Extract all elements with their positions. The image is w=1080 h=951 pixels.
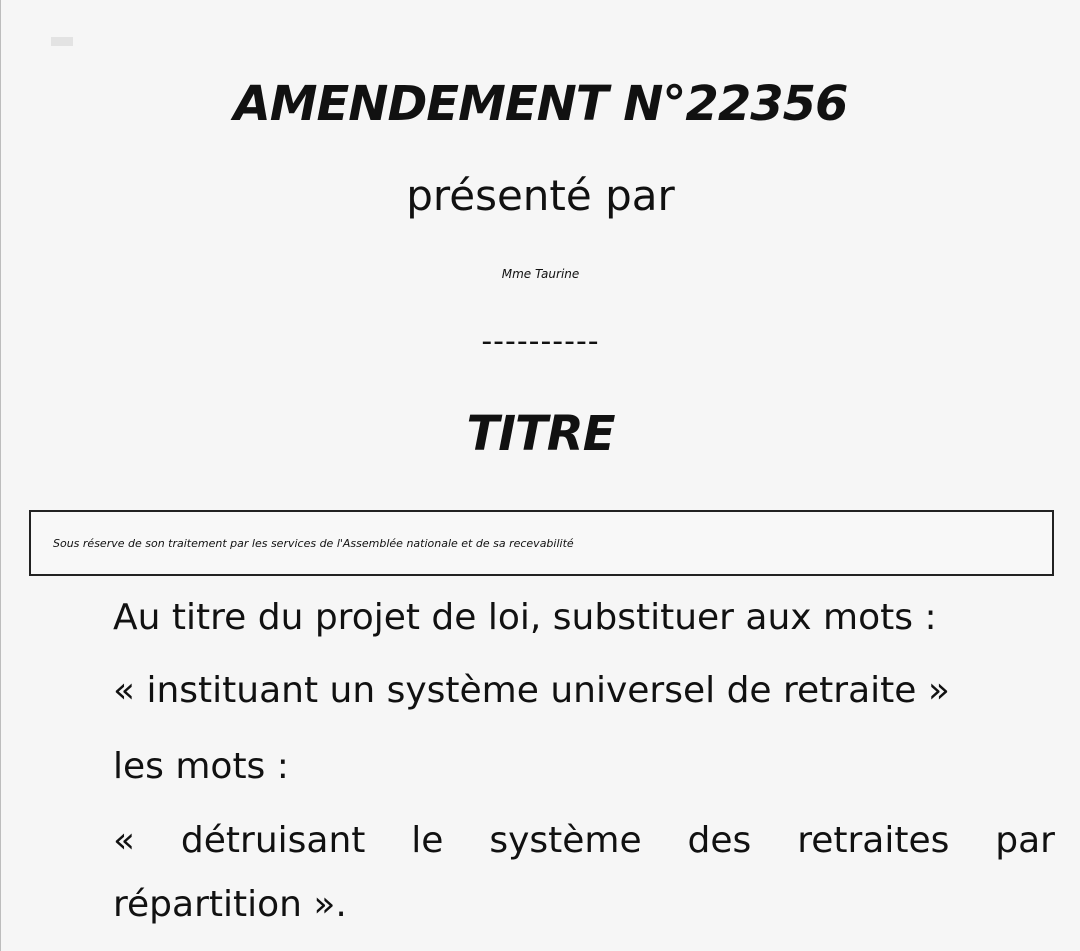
- body-word: détruisant: [180, 820, 366, 861]
- corner-mark: [51, 37, 73, 46]
- body-word: système: [489, 820, 642, 861]
- body-line-2: « instituant un système universel de retraite »: [113, 670, 950, 711]
- presented-by-label: présenté par: [406, 171, 675, 220]
- body-line-1: Au titre du projet de loi, substituer aux mots :: [113, 597, 937, 638]
- amendment-title: AMENDEMENT N°22356: [233, 76, 848, 132]
- section-title: TITRE: [466, 406, 615, 462]
- reserve-notice-box: [29, 510, 1054, 576]
- body-line-5: répartition ».: [113, 884, 347, 925]
- body-word: par: [995, 820, 1055, 861]
- author-name: Mme Taurine: [501, 267, 580, 281]
- body-word: le: [411, 820, 444, 861]
- reserve-notice-text: Sous réserve de son traitement par les services de l'Assemblée nationale et de sa recevabilité: [53, 537, 574, 550]
- separator-dashes: ----------: [481, 324, 600, 359]
- body-line-3: les mots :: [113, 746, 289, 787]
- body-word: «: [113, 820, 136, 861]
- body-word: des: [687, 820, 752, 861]
- body-line-4: [113, 818, 1055, 864]
- body-word: retraites: [797, 820, 950, 861]
